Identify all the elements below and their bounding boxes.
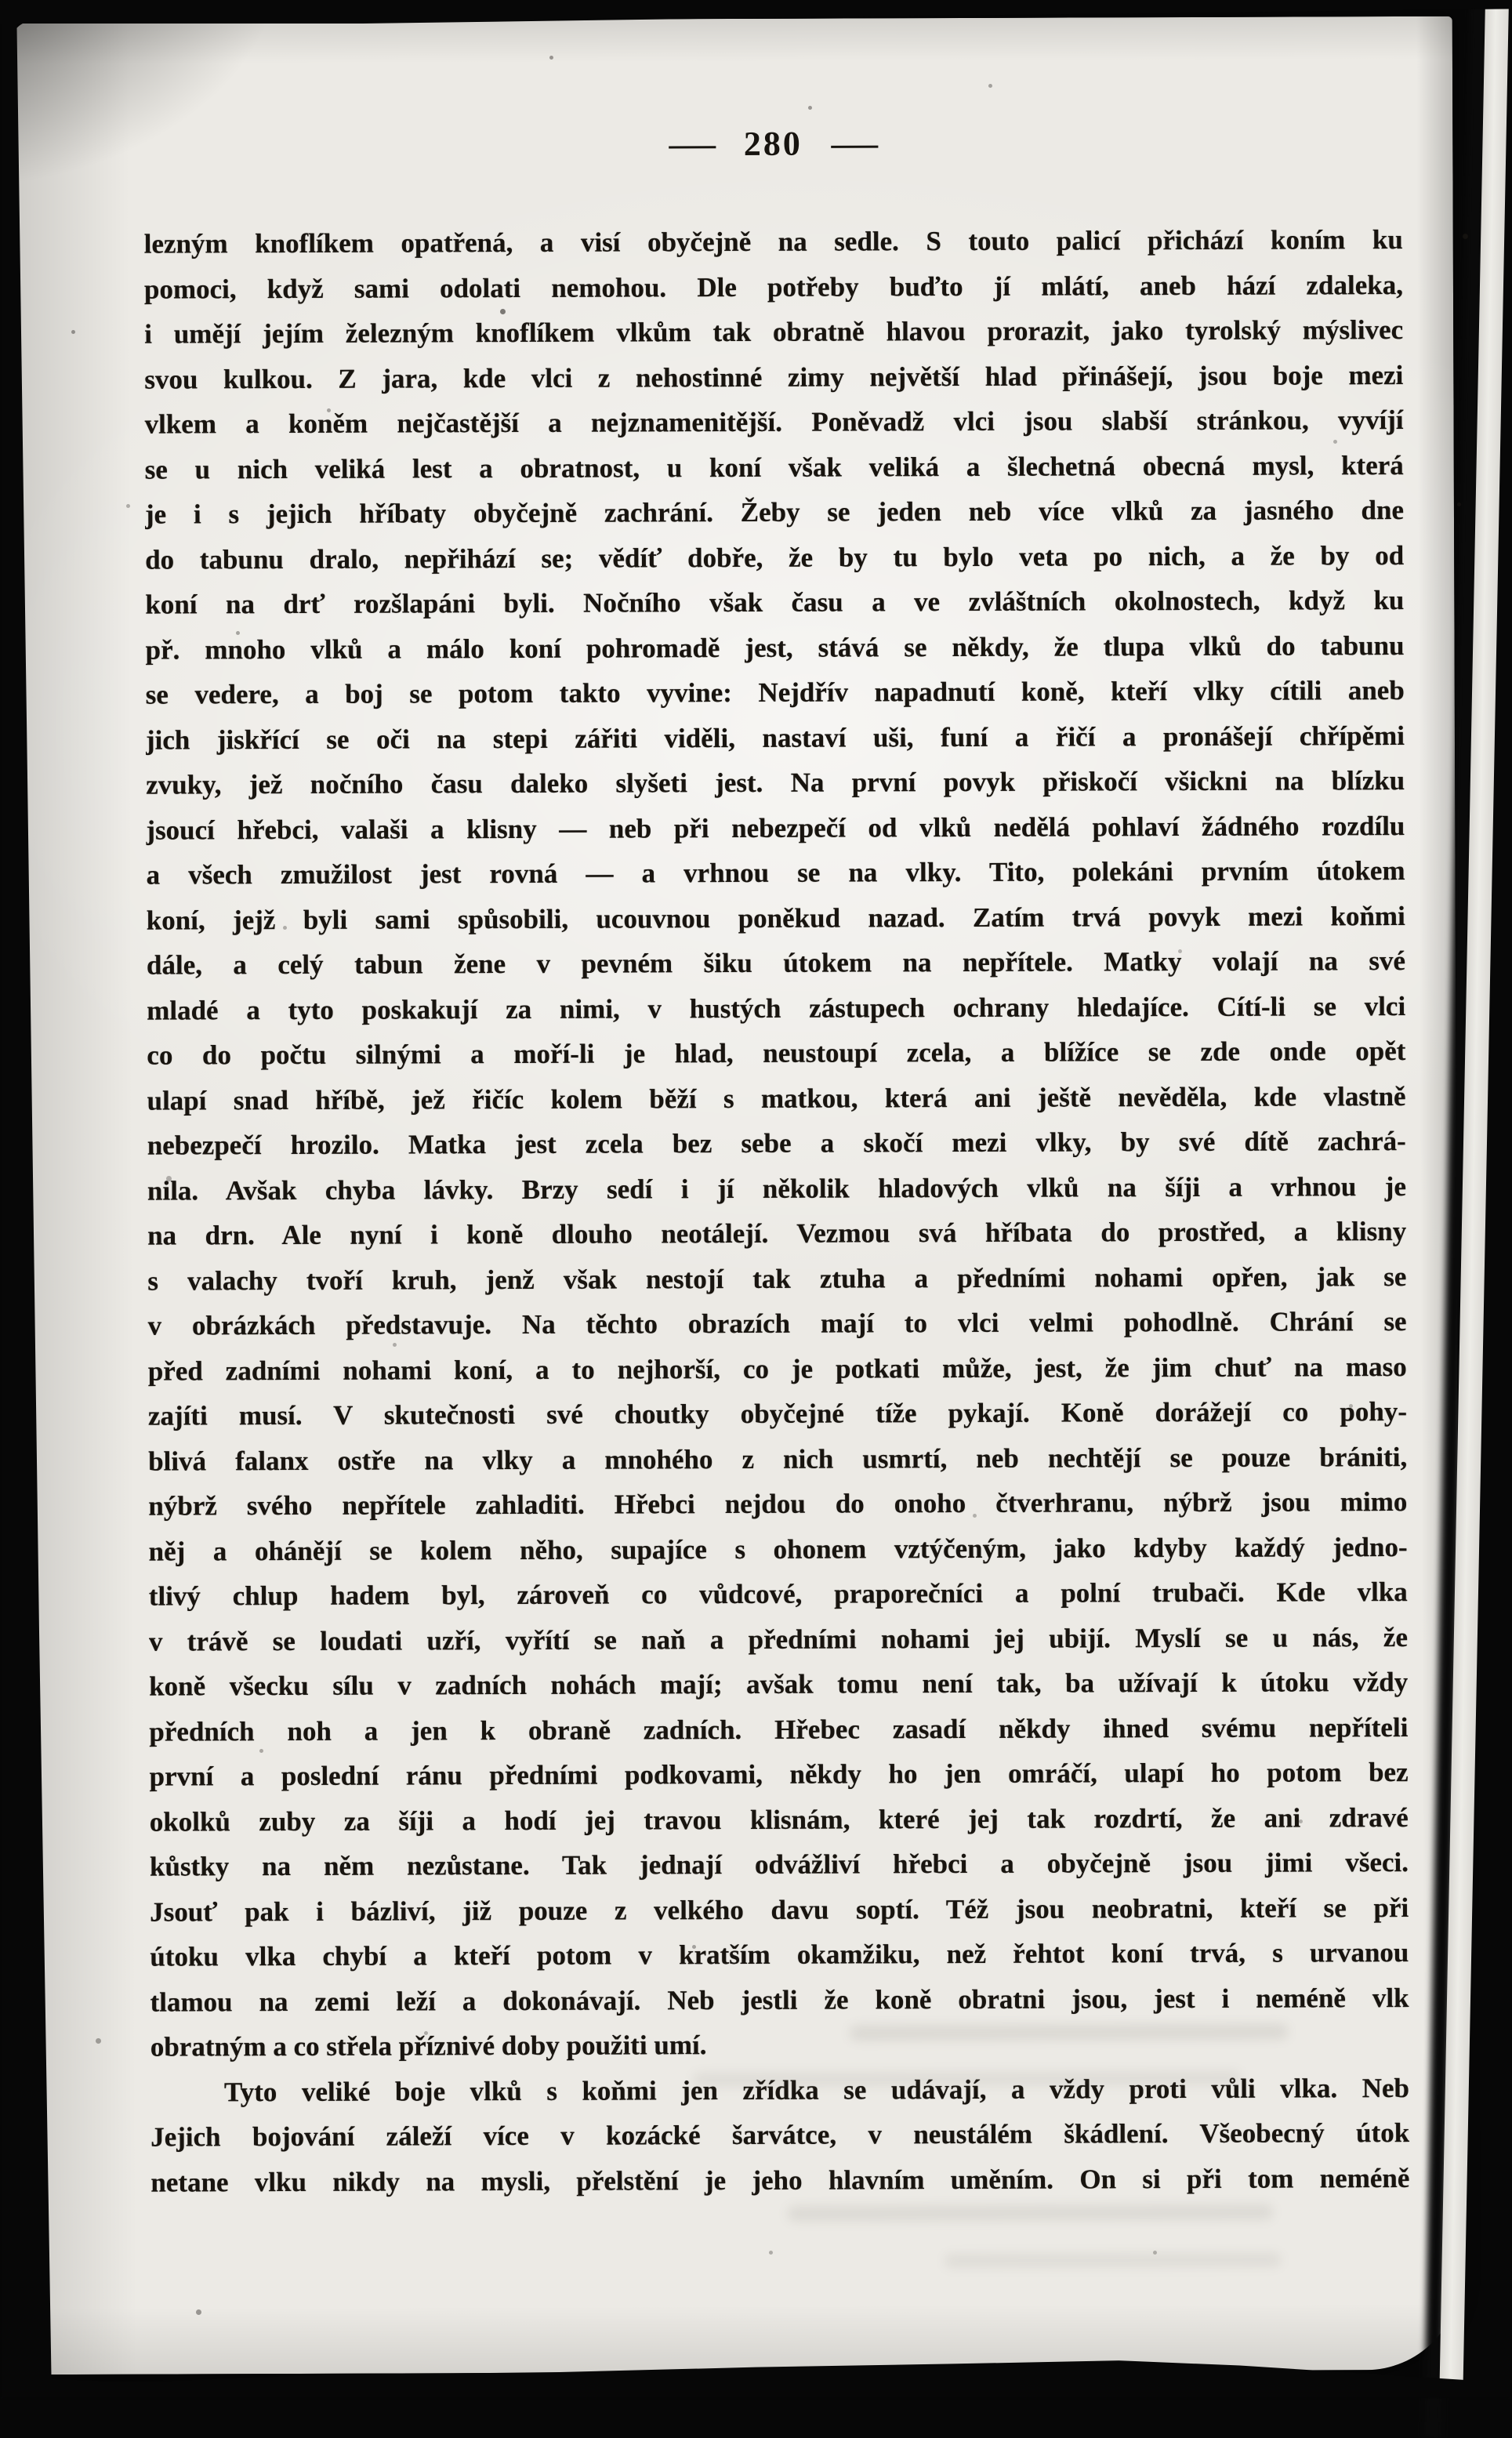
book-page [12, 16, 1460, 2375]
text-line: a všech zmužilost jest rovná — a vrhnou se na vlky. Tito, polekáni prvním útokem [146, 855, 1405, 891]
text-line: zvuky, jež nočního času daleko slyšeti jest. Na první povyk přiskočí všickni na blízku [146, 765, 1405, 800]
text-line: něj a ohánějí se kolem něho, supajíce s ohonem vztýčeným, jako kdyby každý jedno- [148, 1531, 1408, 1567]
bleed-through-smudge [850, 2024, 1289, 2041]
text-line: př. mnoho vlků a málo koní pohromadě jest, stává se někdy, že tlupa vlků do tabunu [145, 629, 1405, 666]
text-line: nýbrž svého nepřítele zahladiti. Hřebci nejdou do onoho čtverhranu, nýbrž jsou mimo [148, 1486, 1408, 1522]
text-line: mladé a tyto poskakují za nimi, v hustých zástupech ochrany hledajíce. Cítí-li se vlci [147, 990, 1406, 1026]
text-line: nebezpečí hrozilo. Matka jest zcela bez sebe a skočí mezi vlky, by své dítě zachrá- [147, 1126, 1406, 1161]
text-line: do tabunu dralo, nepřihází se; vědíť dobře, že by tu bylo veta po nich, a že by od [145, 539, 1405, 575]
page-number [143, 122, 1402, 167]
bleed-through-smudge [787, 2204, 1273, 2222]
text-line: se vedere, a boj se potom takto vyvine: Nejdřív napadnutí koně, kteří vlky cítili aneb [145, 675, 1405, 710]
page-number-left-dash: — [669, 125, 716, 164]
text-line: dále, a celý tabun žene v pevném šiku útokem na nepřítele. Matky volají na své [146, 945, 1406, 981]
text-line: v trávě se loudati uzří, vyřítí se naň a předními nohami jej ubijí. Myslí se u nás, že [148, 1621, 1409, 1657]
text-line: zajíti musí. V skutečnosti své choutky obyčejné tíže pykají. Koně dorážejí co pohy- [147, 1396, 1408, 1431]
text-line: kůstky na něm nezůstane. Tak jednají odvážliví hřebci a obyčejně jsou jimi všeci. [149, 1847, 1409, 1882]
bleed-through-smudge [693, 2071, 1242, 2087]
page-number-right-dash: — [831, 124, 878, 163]
text-line: s valachy tvoří kruh, jenž však nestojí tak ztuha a předními nohami opřen, jak se [147, 1261, 1407, 1297]
text-line: okolků zuby za šíji a hodí jej travou klisnám, které jej tak rozdrtí, že ani zdravé [149, 1801, 1409, 1838]
text-line: netane vlku nikdy na mysli, přelstění je jeho hlavním uměním. On si při tom neméně [150, 2162, 1410, 2198]
text-line: i umějí jejím železným knoflíkem vlkům tak obratně hlavou prorazit, jako tyrolský mýslivec [144, 314, 1404, 350]
text-line: koní na drť rozšlapáni byli. Nočního však času a ve zvláštních okolnostech, když ku [145, 585, 1405, 620]
text-line: blivá falanx ostře na vlky a mnohého z nich usmrtí, neb nechtějí se pouze brániti, [148, 1441, 1408, 1477]
text-line: je i s jejich hříbaty obyčejně zachrání. Žeby se jeden neb více vlků za jasného dne [144, 495, 1405, 530]
text-line: koní, jejž byli sami spůsobili, ucouvnou poněkud nazad. Zatím trvá povyk mezi koňmi [146, 900, 1405, 936]
text-line: na drn. Ale nyní i koně dlouho neotálejí. Vezmou svá hříbata do prostřed, a klisny [147, 1216, 1407, 1251]
text-line: v obrázkách představuje. Na těchto obrazích mají to vlci velmi pohodlně. Chrání se [147, 1306, 1407, 1341]
text-line: tlivý chlup hadem byl, zároveň co vůdcové, praporečníci a polní trubači. Kde vlka [148, 1576, 1408, 1612]
text-line: tlamou na zemi leží a dokonávají. Neb jestli že koně obratni jsou, jest i neméně vlk [150, 1982, 1409, 2018]
text-line: co do počtu silnými a moří-li je hlad, neustoupí zcela, a blížíce se zde onde opět [147, 1036, 1406, 1071]
text-line: útoku vlka chybí a kteří potom v kratším okamžiku, než řehtot koní trvá, s urvanou [150, 1937, 1409, 1972]
body-text [144, 217, 1410, 2205]
page-number-value: 280 [743, 124, 803, 163]
bleed-through-smudge [945, 2253, 1282, 2269]
text-line: svou kulkou. Z jara, kde vlci z nehostinné zimy největší hlad přinášejí, jsou boje mezi [144, 359, 1404, 395]
text-line: jich jiskřící se oči na stepi zářiti viděli, nastaví uši, funí a řičí a pronášejí chřípěmi [145, 720, 1405, 756]
text-line: Tyto veliké boje vlků s koňmi jen zřídka se udávají, a vždy proti vůli vlka. Neb [223, 2072, 1410, 2107]
paper-speckles [0, 0, 2, 2]
text-line: před zadními nohami koní, a to nejhorší, co je potkati může, jest, že jim chuť na maso [147, 1351, 1407, 1387]
text-line: ulapí snad hříbě, jež řičíc kolem běží s matkou, která ani ještě nevěděla, kde vlastně [147, 1080, 1406, 1116]
text-line: první a poslední ránu předními podkovami, někdy ho jen omráčí, ulapí ho potom bez [149, 1757, 1409, 1792]
text-line: jsoucí hřebci, valaši a klisny — neb při nebezpečí od vlků nedělá pohlaví žádného rozdílu [146, 810, 1405, 846]
text-line: vlkem a koněm nejčastější a nejznamenitější. Poněvadž vlci jsou slabší stránkou, vyvíjí [144, 405, 1404, 440]
text-line: nila. Avšak chyba lávky. Brzy sedí i jí několik hladových vlků na šíji a vrhnou je [147, 1170, 1407, 1206]
text-line: lezným knoflíkem opatřená, a visí obyčejně na sedle. S touto palicí přichází koním ku [143, 224, 1403, 259]
text-line: předních noh a jen k obraně zadních. Hřebec zasadí někdy ihned svému nepříteli [149, 1711, 1409, 1747]
text-line: pomoci, když sami odolati nemohou. Dle potřeby buďto jí mlátí, aneb hází zdaleka, [143, 269, 1404, 305]
text-line: obratným a co střela příznivé doby použiti umí. [150, 2030, 707, 2063]
text-line: se u nich veliká lest a obratnost, u koní však veliká a šlechetná obecná mysl, která [144, 449, 1404, 485]
text-line: Jsouť pak i bázliví, již pouze z velkého davu soptí. Též jsou neobratni, kteří se při [150, 1892, 1409, 1928]
text-line: koně všecku sílu v zadních nohách mají; avšak tomu není tak, ba užívají k útoku vždy [149, 1667, 1409, 1702]
text-line: Jejich bojování záleží více v kozácké šarvátce, v neustálém škádlení. Všeobecný útok [150, 2117, 1410, 2153]
